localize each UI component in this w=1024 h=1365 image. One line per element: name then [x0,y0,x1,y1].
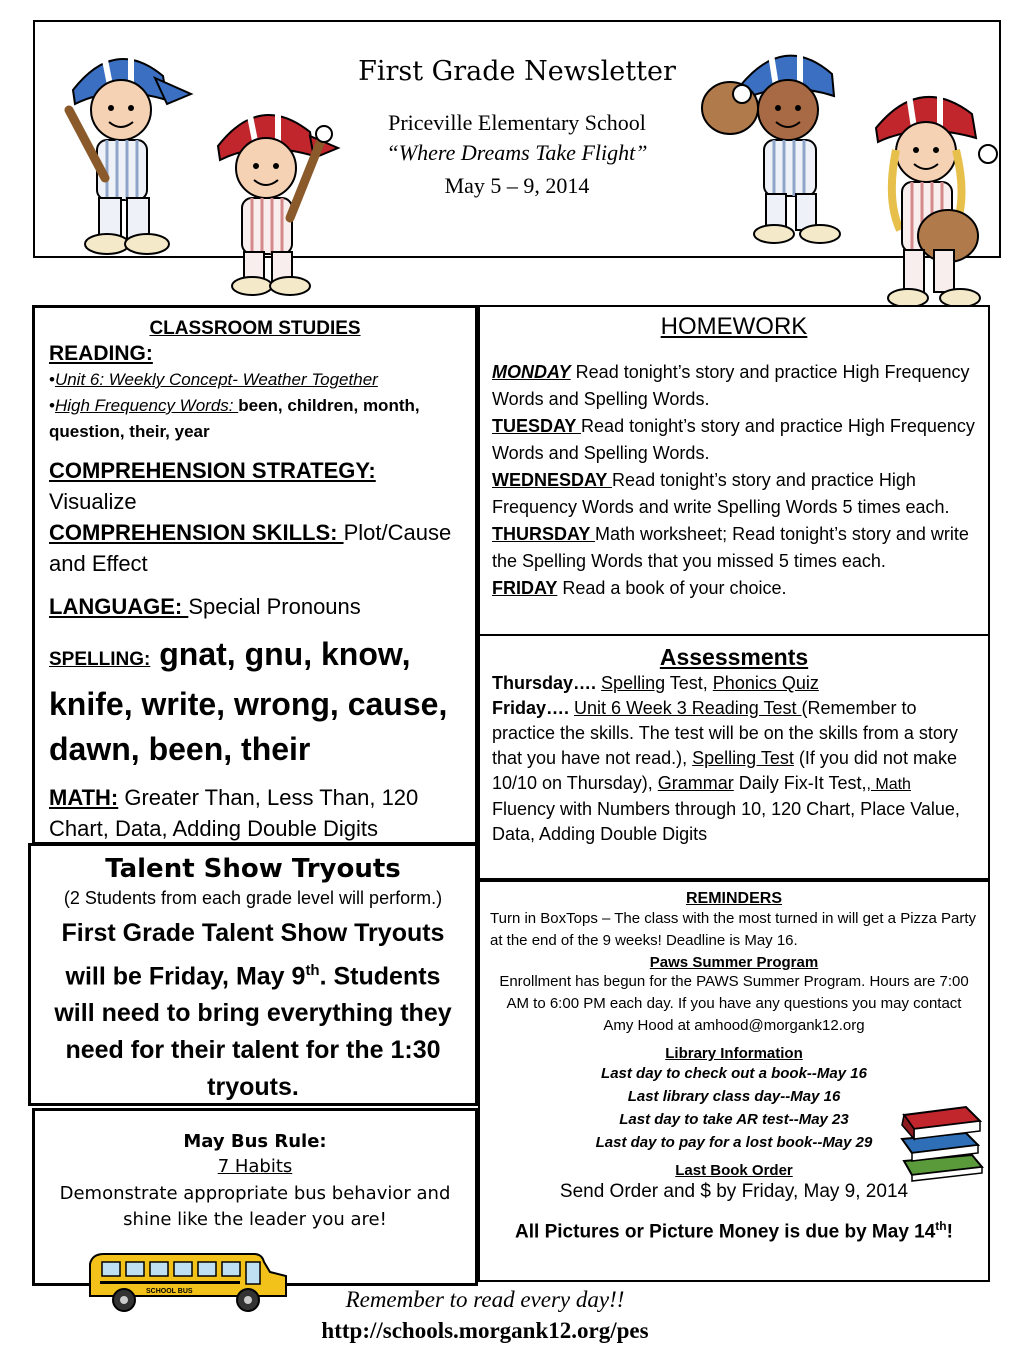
language-label: LANGUAGE: [49,594,189,619]
thursday-label: THURSDAY [492,524,596,544]
book-order-title: Last Book Order [675,1162,793,1179]
talent-show-body [45,915,461,1106]
talent-show-subtitle: (2 Students from each grade level will perform.) [63,888,443,908]
homework-box [478,305,990,636]
classroom-studies-box [32,305,478,845]
as-thursday-label: Thursday…. [492,673,597,693]
as-thursday-test: Test, [665,673,713,693]
math-label: MATH: [49,785,119,810]
library-item: Last day to take AR test--May 23 [619,1111,849,1128]
thursday-text: Math worksheet; Read tonight’s story and write the Spelling Words that you missed 5 times each. [492,524,969,571]
bus-sign-text: SCHOOL BUS [146,1288,193,1295]
library-item: Last day to check out a book--May 16 [601,1065,867,1082]
comprehension-strategy [49,455,461,517]
assessments-friday [492,696,976,847]
talent-show-title: Talent Show Tryouts [105,854,401,884]
reading-heading: READING: [49,342,153,365]
as-friday-label: Friday…. [492,698,570,718]
strategy-label: COMPREHENSION STRATEGY: [49,458,376,483]
as-thursday-phonics: Phonics Quiz [712,673,819,693]
homework-friday [492,575,976,602]
comprehension-skills [49,517,461,579]
newsletter-title: First Grade Newsletter [358,56,676,87]
wednesday-text: Read tonight’s story and practice High Frequency Words and write Spelling Words 5 times each. [492,470,950,517]
skills-value: Plot/Cause and Effect [49,520,452,576]
school-name: Priceville Elementary School [388,110,646,135]
bus-rule-subtitle: 7 Habits [217,1156,293,1177]
reading-unit-text: Unit 6: Weekly Concept- Weather Together [54,370,378,389]
talent-body-1: First Grade Talent Show Tryouts will be Friday, May 9 [61,919,445,991]
monday-label: MONDAY [492,362,571,382]
hf-words: been, children, month, question, their, year [49,396,420,441]
math-value: Greater Than, Less Than, 120 Chart, Data, Adding Double Digits [49,785,419,841]
classroom-studies-title: CLASSROOM STUDIES [149,318,361,339]
as-friday-text1: (Remember to practice the skills. The test will be on the skills from a story that you have not read.), [492,698,958,768]
footer-read-reminder: Remember to read every day!! [345,1287,625,1312]
tuesday-text: Read tonight’s story and practice High Frequency Words and Spelling Words. [492,416,975,463]
baseball-kid-bat-icon [55,28,195,258]
math [49,782,461,844]
library-title: Library Information [665,1045,803,1062]
school-motto: “Where Dreams Take Flight” [386,140,648,165]
as-friday-spelling: Spelling Test [692,748,794,768]
library-item: Last day to pay for a lost book--May 29 [595,1134,873,1151]
pictures-sup: th [935,1219,947,1233]
homework-monday [492,359,976,413]
spelling-label: SPELLING: [49,649,151,670]
homework-tuesday [492,413,976,467]
language-value: Special Pronouns [188,594,361,619]
bus-rule-title: May Bus Rule: [183,1131,327,1152]
books-stack-icon [896,1103,988,1183]
as-friday-text4: Fluency with Numbers through 10, 120 Chart, Place Value, Data, Adding Double Digits [492,799,960,844]
as-friday-math: , Math [866,776,911,793]
monday-text: Read tonight’s story and practice High Frequency Words and Spelling Words. [492,362,970,409]
pictures-end: ! [946,1221,953,1243]
assessments-title: Assessments [659,644,809,670]
language [49,591,461,622]
strategy-value: Visualize [49,489,137,514]
skills-label: COMPREHENSION SKILLS: [49,520,344,545]
baseball-kid-girl-bat-icon [198,88,348,298]
pictures-main: All Pictures or Picture Money is due by May 14 [515,1221,936,1243]
library-item: Last library class day--May 16 [627,1088,841,1105]
friday-text: Read a book of your choice. [557,578,787,598]
as-friday-text2: (If you did not make 10/10 on Thursday), [492,748,957,793]
boxtops-text: Turn in BoxTops – The class with the most turned in will get a Pizza Party at the end of the 9 weeks! Deadline is May 16. [490,910,977,949]
homework-thursday [492,521,976,575]
reminders-title: REMINDERS [685,890,782,907]
as-friday-grammar: Grammar [657,773,734,793]
assessments-thursday [492,671,976,696]
wednesday-label: WEDNESDAY [492,470,613,490]
homework-wednesday [492,467,976,521]
homework-title: HOMEWORK [660,313,808,340]
footer-url[interactable]: http://schools.morgank12.org/pes [321,1318,649,1343]
bus-rule-body: Demonstrate appropriate bus behavior and shine like the leader you are! [59,1183,451,1230]
baseball-kid-glove-icon [700,30,860,250]
newsletter-dates: May 5 – 9, 2014 [444,173,590,198]
paws-text: Enrollment has begun for the PAWS Summer Program. Hours are 7:00 AM to 6:00 PM each day. If you have any questions you may contact Amy Hood at amhood@morgank12.org [499,973,969,1034]
friday-label: FRIDAY [492,578,558,598]
picture-money-text [490,1219,978,1243]
spelling-words: gnat, gnu, know, knife, write, wrong, cause, dawn, been, their [49,636,448,767]
as-friday-reading: Unit 6 Week 3 Reading Test [574,698,802,718]
spelling [49,632,461,772]
tuesday-label: TUESDAY [492,416,582,436]
talent-show-box [28,843,478,1106]
talent-body-sup: th [305,962,320,979]
high-frequency-words: •High Frequency Words: been, children, month, question, their, year [49,396,420,441]
book-order-text: Send Order and $ by Friday, May 9, 2014 [559,1181,909,1202]
hf-label: High Frequency Words: [54,396,239,415]
as-thursday-spelling: Spelling [601,673,666,693]
baseball-kid-girl-glove-icon [856,70,1006,320]
assessments-box [478,634,990,880]
as-friday-text3: Daily Fix-It Test, [733,773,867,793]
talent-body-2: . Students will need to bring everything they need for their talent for the 1:30 tryouts. [54,962,452,1102]
reading-unit: •Unit 6: Weekly Concept- Weather Together [49,370,378,389]
paws-title: Paws Summer Program [649,954,819,971]
reminders-box [478,880,990,1282]
